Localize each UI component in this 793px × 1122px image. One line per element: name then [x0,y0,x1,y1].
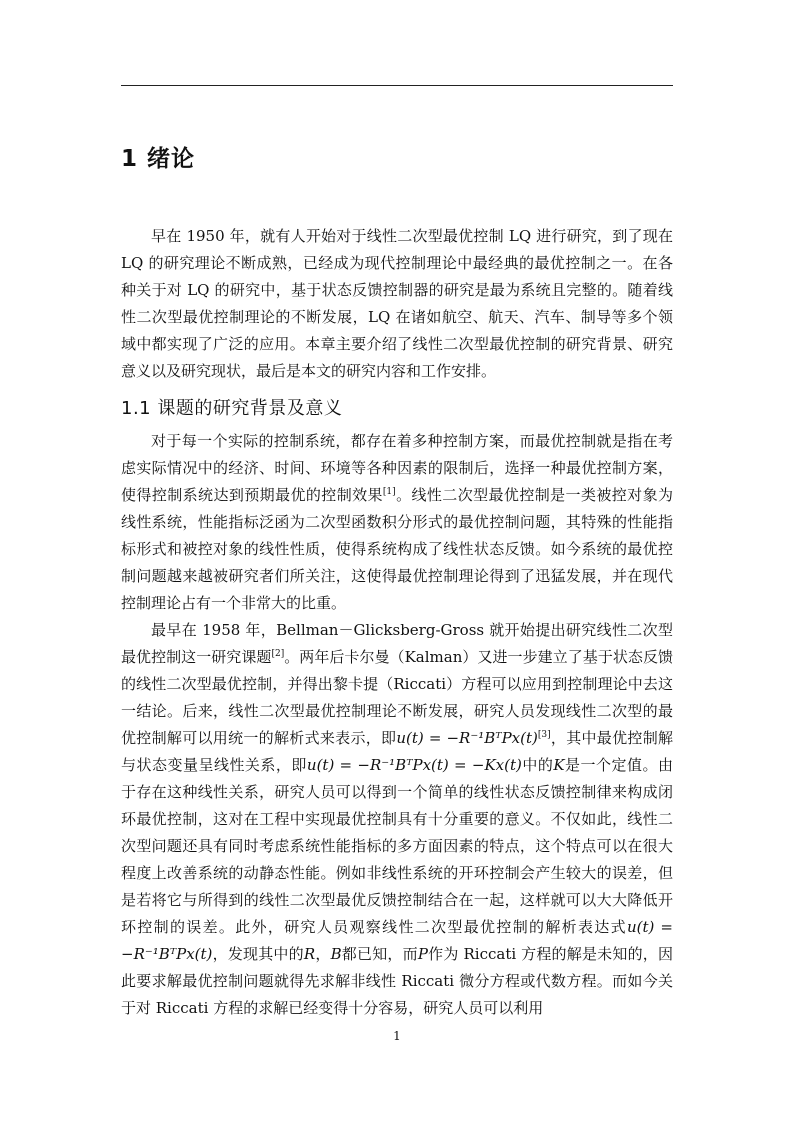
equation: u(t) = −R⁻¹BᵀPx(t) = −Kx(t) [306,756,522,774]
citation-ref: [2] [271,649,285,659]
paragraph-text: 最早在 1958 年，Bellman－Glicksberg-Gross 就开始提出研究线性二次型最优控制这一研究课题 [121,621,673,666]
paragraph-text: 是一个定值。由于存在这种线性关系，研究人员可以得到一个简单的线性状态反馈控制律来构成闭环最优控制，这对在工程中实现最优控制具有十分重要的意义。不仅如此，线性二次型问题还具有同时考虑系统性能指标的多方面因素的特点，这个特点可以在很大程度上改善系统的动静态性能。例如非线性系统的开环控制会产生较大的误差，但是若将它与所得到的线性二次型最优反馈控制结合在一起，这样就可以大大降低开环控制的误差。此外，研究人员观察线性二次型最优控制的解析表达式 [121,756,673,936]
page-number: 1 [393,1029,401,1043]
paragraph-text: 作为 Riccati 方程的解是未知的，因此要求解最优控制问题就得先求解非线性 Riccati 微分方程或代数方程。而如今关于对 Riccati 方程的求解已经变得十分容易，研究人员可以利用 [121,945,673,1017]
paragraph-text: 中的 [521,756,554,774]
paragraph-text: 都已知，而 [341,945,418,963]
paragraph-text: ， [315,945,331,963]
math-variable: P [417,945,428,963]
intro-paragraph: 早在 1950 年，就有人开始对于线性二次型最优控制 LQ 进行研究，到了现在 LQ 的研究理论不断成熟，已经成为现代控制理论中最经典的最优控制之一。在各种关于对 LQ 的研究中，基于状态反馈控制器的研究是最为系统且完整的。随着线性二次型最优控制理论的不断发展，LQ 在诸如航空、航天、汽车、制导等多个领域中都实现了广泛的应用。本章主要介绍了线性二次型最优控制的研究背景、研究意义以及研究现状，最后是本文的研究内容和工作安排。 [121,227,673,380]
equation: u(t) = −R⁻¹BᵀPx(t) [396,729,538,747]
math-variable: B [330,945,342,963]
math-variable: K [553,756,565,774]
body-paragraph-1 [121,428,673,617]
paragraph-text: ，其中最优控制解与状态变量呈线性关系，即 [121,729,673,774]
paragraph-text: ，发现其中的 [212,945,304,963]
equation: u(t) = −R⁻¹BᵀPx(t) [121,918,673,963]
paragraph-text: 对于每一个实际的控制系统，都存在着多种控制方案，而最优控制就是指在考虑实际情况中的经济、时间、环境等各种因素的限制后，选择一种最优控制方案，使得控制系统达到预期最优的控制效果 [121,432,673,504]
section-title: 1.1 课题的研究背景及意义 [121,398,343,419]
paragraph-text: 。两年后卡尔曼（Kalman）又进一步建立了基于状态反馈的线性二次型最优控制，并得出黎卡提（Riccati）方程可以应用到控制理论中去这一结论。后来，线性二次型最优控制理论不断发展，研究人员发现线性二次型的最优控制解可以用统一的解析式来表示，即 [121,648,673,747]
citation-ref: [1] [382,487,396,497]
header-rule [121,85,673,86]
body-paragraph-2 [121,617,673,1022]
math-variable: R [303,945,316,963]
citation-ref: [3] [537,730,551,740]
chapter-title: 1 绪论 [121,146,196,172]
paragraph-text: 。线性二次型最优控制是一类被控对象为线性系统，性能指标泛函为二次型函数积分形式的最优控制问题，其特殊的性能指标形式和被控对象的线性性质，使得系统构成了线性状态反馈。如今系统的最优控制问题越来越被研究者们所关注，这使得最优控制理论得到了迅猛发展，并在现代控制理论占有一个非常大的比重。 [121,486,673,612]
